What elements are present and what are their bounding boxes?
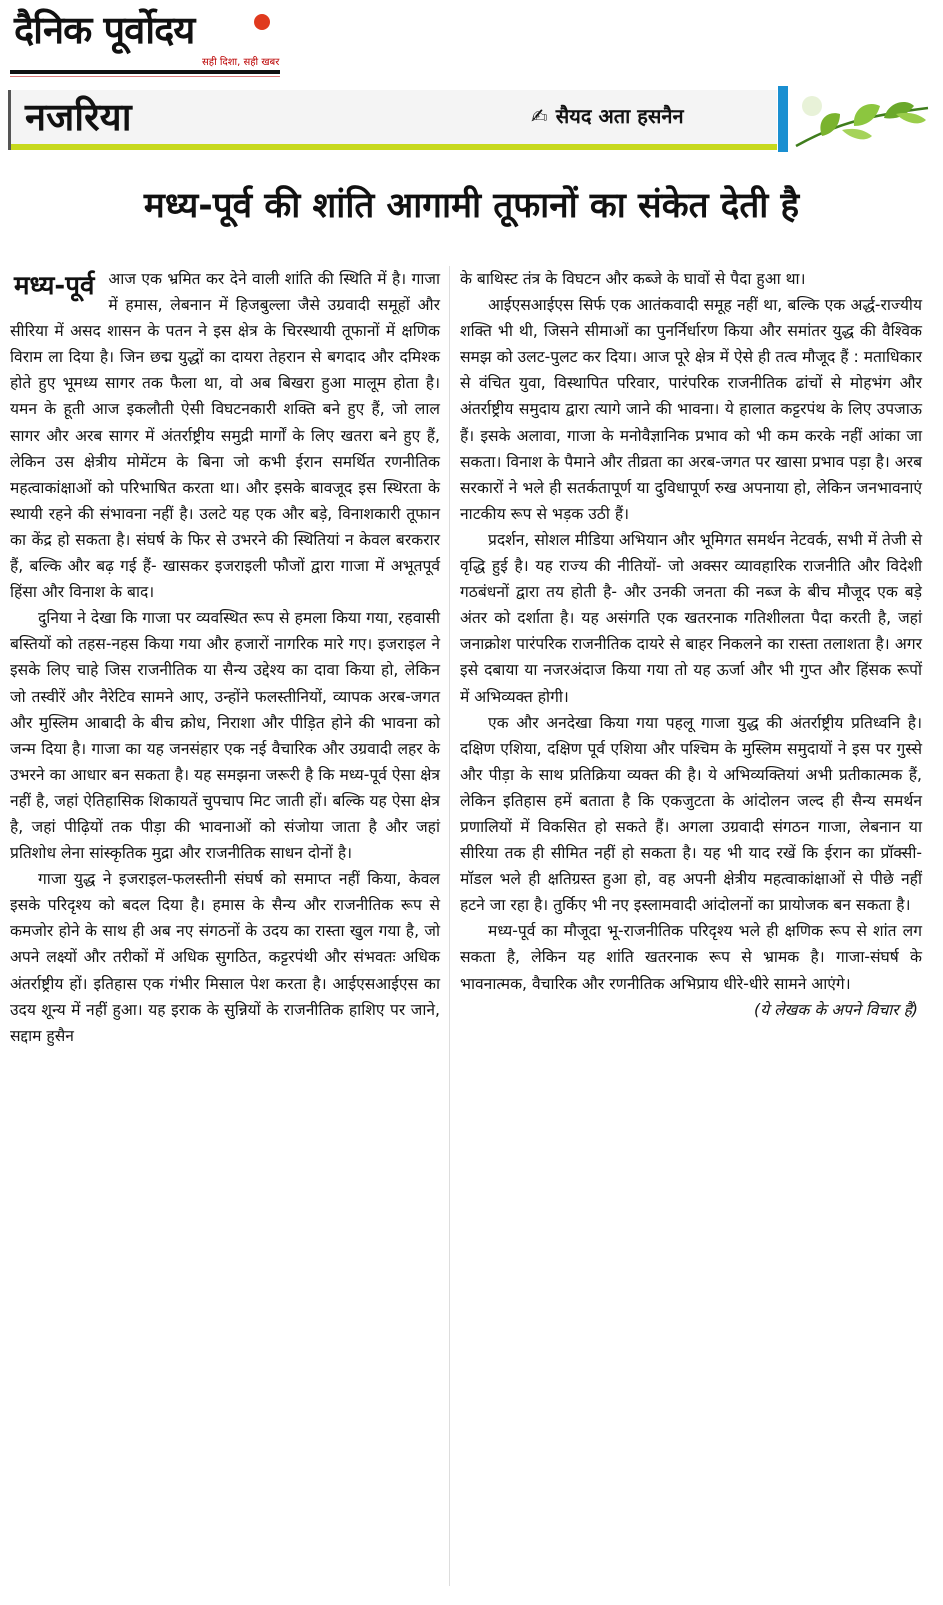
article-paragraph: मध्य-पूर्व का मौजूदा भू-राजनीतिक परिदृश्य भले ही क्षणिक रूप से शांत लग सकता है, लेकिन यह शांति खतरनाक रूप से भ्रामक है। गाजा-संघर्ष के भावनात्मक, वैचारिक और रणनीतिक अभिप्राय धीरे-धीरे सामने आएंगे। xyxy=(460,922,922,993)
section-accent-strip xyxy=(778,86,788,152)
pen-icon: ✍ xyxy=(531,104,548,128)
article-paragraph xyxy=(10,266,440,605)
article-paragraph: आईएसआईएस सिर्फ एक आतंकवादी समूह नहीं था, बल्कि एक अर्द्ध-राज्यीय शक्ति भी थी, जिसने सीमाओं का पुनर्निर्धारण किया और समांतर युद्ध की वैश्विक समझ को उलट-पुलट कर दिया। आज पूरे क्षेत्र में ऐसे ही तत्व मौजूद हैं : मताधिकार से वंचित युवा, विस्थापित परिवार, पारंपरिक राजनीतिक ढांचों से मोहभंग और अंतर्राष्ट्रीय समुदाय द्वारा त्यागे जाने की भावना। ये हालात कट्टरपंथ के लिए उपजाऊ हैं। इसके अलावा, गाजा के मनोवैज्ञानिक प्रभाव को भी कम करके नहीं आंका जा सकता। विनाश के पैमाने और तीव्रता का अरब-जगत पर खासा प्रभाव पड़ा है। अरब सरकारों ने भले ही सतर्कतापूर्ण या दुविधापूर्ण रुख अपनाया हो, लेकिन जनभावनाएं नाटकीय रूप से भड़क उठी हैं। xyxy=(460,296,922,523)
column-divider xyxy=(449,266,450,1586)
drop-word: मध्य-पूर्व xyxy=(14,271,95,301)
masthead-rule xyxy=(10,70,280,74)
article-paragraph: दुनिया ने देखा कि गाजा पर व्यवस्थित रूप से हमला किया गया, रहवासी बस्तियों को तहस-नहस किया गया और हजारों नागरिक मारे गए। इजराइल ने इसके लिए चाहे जिस राजनीतिक या सैन्य उद्देश्य का दावा किया हो, लेकिन जो तस्वीरें और नैरेटिव सामने आए, उन्होंने फलस्तीनियों, व्यापक अरब-जगत और मुस्लिम आबादी के बीच क्रोध, निराशा और पीड़ित होने की भावना को जन्म दिया है। गाजा का यह जनसंहार एक नई वैचारिक और उग्रवादी लहर के उभरने का आधार बन सकता है। यह समझना जरूरी है कि मध्य-पूर्व ऐसा क्षेत्र नहीं है, जहां ऐतिहासिक शिकायतें चुपचाप मिट जाती हों। बल्कि यह ऐसा क्षेत्र है, जहां पीढ़ियों तक पीड़ा की भावनाओं को संजोया जाता है और जहां प्रतिशोध लेना सांस्कृतिक मुद्रा और राजनीतिक साधन दोनों है। xyxy=(10,609,440,863)
article-column-2 xyxy=(460,266,922,1023)
newspaper-tagline: सही दिशा, सही खबर xyxy=(202,57,280,68)
newspaper-title: दैनिक पूर्वोदय xyxy=(14,8,195,52)
section-header-band xyxy=(8,90,777,150)
article-paragraph: गाजा युद्ध ने इजराइल-फलस्तीनी संघर्ष को समाप्त नहीं किया, केवल इसके परिदृश्य को बदल दिया है। हमास के सैन्य और राजनीतिक रूप से कमजोर होने के साथ ही अब नए संगठनों के उदय का रास्ता खुल गया है, जो अपने लक्ष्यों और तरीकों में अधिक सुगठित, कट्टरपंथी और संभवतः अधिक अंतर्राष्ट्रीय हों। इतिहास एक गंभीर मिसाल पेश करता है। आईएसआईएस का उदय शून्य में नहीं हुआ। यह इराक के सुन्नियों के राजनीतिक हाशिए पर जाने, सद्दाम हुसैन xyxy=(10,870,440,1045)
paragraph-text: आज एक भ्रमित कर देने वाली शांति की स्थिति में है। गाजा में हमास, लेबनान में हिजबुल्ला जैसे उग्रवादी समूहों और सीरिया में असद शासन के पतन ने इस क्षेत्र के चिरस्थायी तूफानों में क्षणिक विराम ला दिया है। जिन छद्म युद्धों का दायरा तेहरान से बगदाद और दमिश्क होते हुए भूमध्य सागर तक फैला था, वो अब बिखरा हुआ मालूम होता है। यमन के हूती आज इकलौती ऐसी विघटनकारी शक्ति बने हुए हैं, जो लाल सागर और अरब सागर में अंतर्राष्ट्रीय समुद्री मार्गों के लिए खतरा बने हुए हैं, लेकिन उस क्षेत्रीय मोमेंटम के बिना जो कभी ईरान समर्थित रणनीतिक महत्वाकांक्षाओं को परिभाषित करता था। और इसके बावजूद इस स्थिरता के स्थायी रहने की संभावना नहीं है। उलटे यह एक और बड़े, विनाशकारी तूफान का केंद्र हो सकता है। संघर्ष के फिर से उभरने की स्थितियां न केवल बरकरार हैं, बल्कि और बढ़ गई हैं- खासकर इजराइली फौजों द्वारा गाजा में अभूतपूर्व हिंसा और विनाश के बाद। xyxy=(10,270,440,602)
author-byline xyxy=(531,102,684,130)
logo-sun-icon xyxy=(254,14,270,30)
author-name: सैयद अता हसनैन xyxy=(555,104,684,128)
section-underline xyxy=(11,144,777,150)
leaf-decoration-icon xyxy=(792,86,932,152)
article-paragraph: के बाथिस्ट तंत्र के विघटन और कब्जे के घावों से पैदा हुआ था। xyxy=(460,270,806,288)
author-disclaimer: (ये लेखक के अपने विचार हैं) xyxy=(753,1000,918,1019)
masthead-logo xyxy=(10,6,280,74)
article-column-1 xyxy=(10,266,440,1049)
article-paragraph: प्रदर्शन, सोशल मीडिया अभियान और भूमिगत समर्थन नेटवर्क, सभी में तेजी से वृद्धि हुई है। यह राज्य की नीतियों- जो अक्सर व्यावहारिक राजनीति और विदेशी गठबंधनों द्वारा तय होती है- और उनकी जनता की नब्ज के बीच मौजूद एक बड़े अंतर को दर्शाता है। यह असंगति एक खतरनाक गतिशीलता पैदा करती है, जहां जनाक्रोश पारंपरिक राजनीतिक दायरे से बाहर निकलने का रास्ता तलाशता है। अगर इसे दबाया या नजरअंदाज किया गया तो यह ऊर्जा और भी गुप्त और हिंसक रूपों में अभिव्यक्त होगी। xyxy=(460,530,922,706)
section-name: नजरिया xyxy=(25,95,132,139)
masthead-thin-rule xyxy=(10,76,280,77)
article-paragraph: एक और अनदेखा किया गया पहलू गाजा युद्ध की अंतर्राष्ट्रीय प्रतिध्वनि है। दक्षिण एशिया, दक्षिण पूर्व एशिया और पश्चिम के मुस्लिम समुदायों ने इस पर गुस्से और पीड़ा के साथ प्रतिक्रिया व्यक्त की है। ये अभिव्यक्तियां अभी प्रतीकात्मक हैं, लेकिन इतिहास हमें बताता है कि एकजुटता के आंदोलन जल्द ही सैन्य समर्थन प्रणालियों में विकसित हो सकते हैं। अगला उग्रवादी संगठन गाजा, लेबनान या सीरिया तक ही सीमित नहीं हो सकता है। यह भी याद रखें कि ईरान का प्रॉक्सी-मॉडल भले ही क्षतिग्रस्त हुआ हो, वह अपनी क्षेत्रीय महत्वाकांक्षाओं से पीछे नहीं हटने जा रहा है। तुर्किए भी नए इस्लामवादी आंदोलनों का प्रायोजक बन सकता है। xyxy=(460,713,922,915)
article-headline: मध्य-पूर्व की शांति आगामी तूफानों का संकेत देती है xyxy=(143,186,800,226)
